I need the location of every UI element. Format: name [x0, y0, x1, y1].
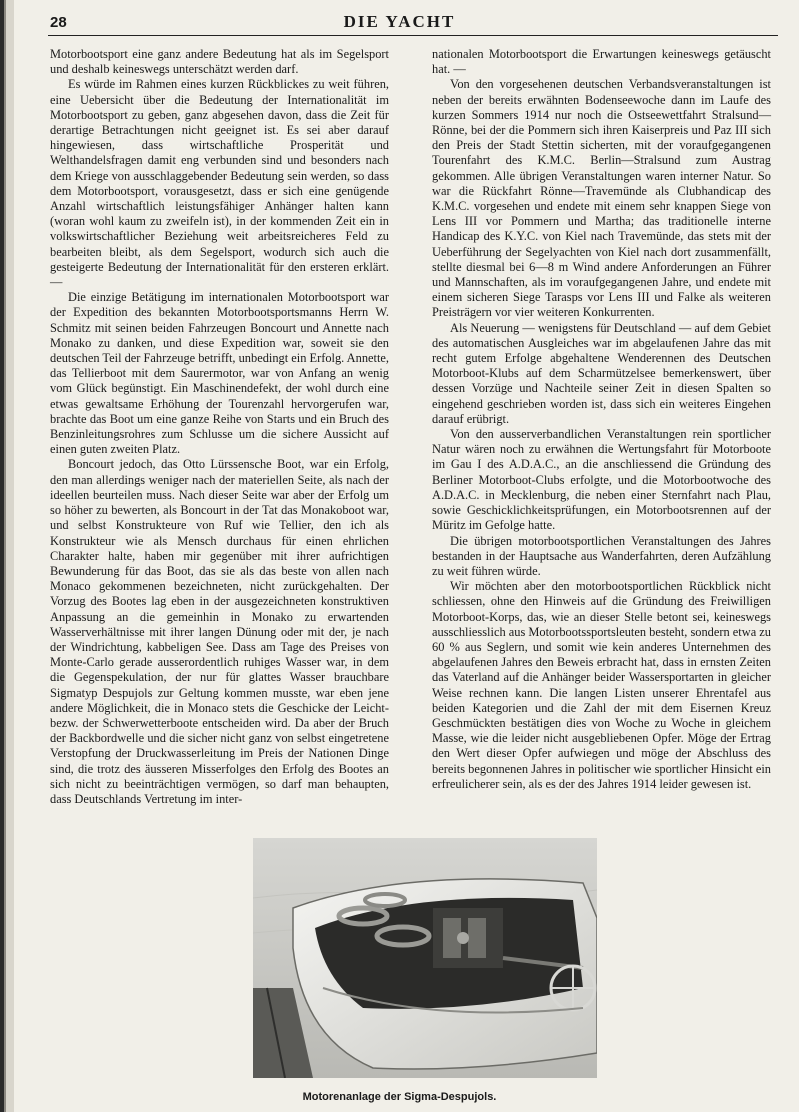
page-binding-edge: [0, 0, 14, 1112]
paragraph: Motorbootsport eine ganz andere Bedeutung hat als im Segelsport und deshalb keineswegs unterschätzt werden darf.: [50, 47, 389, 77]
page-number: 28: [50, 14, 67, 31]
paragraph: Die übrigen motorbootsportlichen Veranstaltungen des Jahres bestanden in der Hauptsache aus Wanderfahrten, deren Aufzählung zu weit führen würde.: [432, 533, 771, 578]
paragraph: Als Neuerung — wenigstens für Deutschland — auf dem Gebiet des automatischen Ausgleiches war im abgelaufenen Jahre das mit recht gutem Erfolge abgehaltene Wenderennen des Deutschen Motorboot-Klubs auf dem Scharmützelsee bemerkenswert, über dessen Vorzüge und Nachteile seiner Zeit in diesen Spalten so eingehend geschrieben worden ist, dass sich ein weiteres Eingehen darauf erübrigt.: [432, 320, 771, 426]
paragraph: Von den ausserverbandlichen Veranstaltungen rein sportlicher Natur wären noch zu erwähnen die Wertungsfahrt für Motorboote im Gau I des A.D.A.C., an die anschliessend die Gründung des Berliner Motorboot-Clubs erfolgte, und die Motorbootwoche des A.D.A.C. in Mecklenburg, die neben einer Sternfahrt nach Plau, sowie Geschicklichkeitsprüfungen, ein Motorbootsrennen auf der Müritz im Gefolge hatte.: [432, 427, 771, 533]
left-column: [50, 47, 389, 807]
paragraph: Von den vorgesehenen deutschen Verbandsveranstaltungen ist neben der bereits erwähnten Bodenseewoche dann im Laufe des kurzen Sommers 1914 nur noch die Ostseewettfahrt Stralsund—Rönne, bei der die Pommern sich ihren Kaiserpreis und Paz III sich den Preis der Stadt Stettin sicherten, mit der voraufgegangenen Tourenfahrt des K.M.C. Berlin—Stralsund zum Austrag gekommen. Alle übrigen Veranstaltungen waren interner Natur. So war die Rückfahrt Rönne—Travemünde als Clubhandicap des K.M.C. vorgesehen und endete mit einem sehr knappen Siege von Lens III vor Pommern und Martha; das traditionelle interne Handicap des K.Y.C. von Kiel nach Travemünde, das stets mit der Ueberführung der Segelyachten von Kiel nach dort zusammenfällt, stellte diesmal bei 6—8 m Wind andere Anforderungen an Führer und Mannschaften, als im voraufgegangenen Jahre, und endete mit einem sicheren Siege Tarasps vor Lens III und Falke als weiteren Preisträgern vor vier weiteren Konkurrenten.: [432, 77, 771, 320]
paragraph: Boncourt jedoch, das Otto Lürssensche Boot, war ein Erfolg, den man allerdings weniger nach der materiellen Seite, als nach der ideellen beurteilen muss. Nach dieser Seite war aber der Erfolg um so höher zu bewerten, als Boncourt in der Tat das Monakoboot war, und selbst Konstrukteure von Ruf wie Tellier, den ich als Konstrukteur wie als Mensch durchaus für einen ehrlichen Charakter halte, haben mir gegenüber mit ihrer aufrichtigen Bewunderung für das Boot, das sie als das beste von allen nach Monaco gekommenen bezeichneten, nicht zurückgehalten. Der Vorzug des Bootes lag eben in der ausgezeichneten konstruktiven Anpassung an die gemeinhin in Monako zu erwartenden Wasserverhältnisse mit ihrer langen Dünung oder mit der, je nach der Windrichtung, kabbeligen See. Dass am Tage des Preises von Monte-Carlo gerade ausserordentlich ruhiges Wasser war, in dem die Gegenspekulation, der nur für glattes Wasser brauchbare Sigmatyp Despujols zur Geltung kommen musste, war eben jene andere Möglichkeit, die in Monaco stets die Geschicke der Leicht- bezw. der Schwerwetterboote entscheiden wird. Da aber der Bruch der Backbordwelle und die sicher nicht ganz von selbst eingetretene Verstopfung der Druckwasserleitung im Preis der Nationen Dinge sind, die trotz des äusseren Misserfolges den Erfolg des Bootes an sich nicht zu beeinträchtigen vermögen, so darf man behaupten, dass Deutschlands Vertretung im inter-: [50, 457, 389, 806]
figure-caption: Motorenanlage der Sigma-Despujols.: [302, 1091, 497, 1103]
paragraph: nationalen Motorbootsport die Erwartungen keineswegs getäuscht hat. —: [432, 47, 771, 77]
boat-engine-photo: [253, 838, 597, 1078]
header-rule: [48, 35, 778, 36]
running-head: DIE YACHT: [343, 12, 456, 31]
right-column: [432, 47, 771, 792]
paragraph: Es würde im Rahmen eines kurzen Rückblickes zu weit führen, eine Uebersicht über die Bedeutung der Internationalität im Motorbootsport zu geben, ganz abgesehen davon, dass die Zeit für derartige Betrachtungen nicht geeignet ist. Es sei aber darauf hingewiesen, dass wirtschaftliche Prosperität und Welthandelsfragen damit eng verbunden sind und besonders nach dem Kriege von ausschlaggebender Bedeutung sein werden, so dass dem Motorbootsport, vorausgesetzt, dass er sich eine genügende Anzahl wirtschaftlich leistungsfähiger Anhänger halten kann (woran wohl kaum zu zweifeln ist), in der kommenden Zeit ein in volkswirtschaftlicher Beziehung weit arbeitsreicheres Feld zu bearbeiten bleibt, als dem Segelsport, wodurch sich auch die gesteigerte Bedeutung der Internationalität für den ersteren erklärt. —: [50, 77, 389, 290]
paragraph: Die einzige Betätigung im internationalen Motorbootsport war der Expedition des bekannten Motorbootsportsmanns Herrn W. Schmitz mit seinen beiden Fahrzeugen Boncourt und Annette nach Monako zu danken, und diese Expedition war, soweit sie den deutschen Teil der Fahrzeuge betrifft, unbedingt ein Erfolg. Annette, das Tellierboot mit dem Saurermotor, war von Anfang an wenig vom Glück begünstigt. Ein Maschinendefekt, der wohl durch eine etwas gewaltsame Erhöhung der Tourenzahl hervorgerufen war, brachte das Boot um eine ganze Reihe von Starts und ein Bruch des Benzinleitungsrohres zum Schlusse um die sichere Aussicht auf einen guten zweiten Platz.: [50, 290, 389, 457]
boat-engine-illustration: [253, 838, 597, 1078]
paragraph: Wir möchten aber den motorbootsportlichen Rückblick nicht schliessen, ohne den Hinweis auf die Gründung des Freiwilligen Motorboot-Korps, das, wie an dieser Stelle betont sei, keineswegs ausschliesslich aus Motorbootssportsleuten besteht, sondern etwa zu 60 % aus Seglern, und somit wie kein anderes Unternehmen des abgelaufenen Jahres den Beweis erbracht hat, dass in ernsten Zeiten das Vaterland auf die Anhänger beider Wassersportarten in gleicher Weise rechnen kann. Die langen Listen unserer Ehrentafel aus beiden Kategorien und die Zahl der mit dem Eisernen Kreuz Geschmückten bestätigen dies von Woche zu Woche in gleichem Masse, wie die leider nicht ausgebliebenen Opfer. Möge der Ertrag den Wert dieser Opfer aufwiegen und möge der Abschluss des bereits begonnenen Jahres in politischer wie sportlicher Hinsicht ein erfreulicherer sein, als es der des Jahres 1914 leider gewesen ist.: [432, 579, 771, 791]
